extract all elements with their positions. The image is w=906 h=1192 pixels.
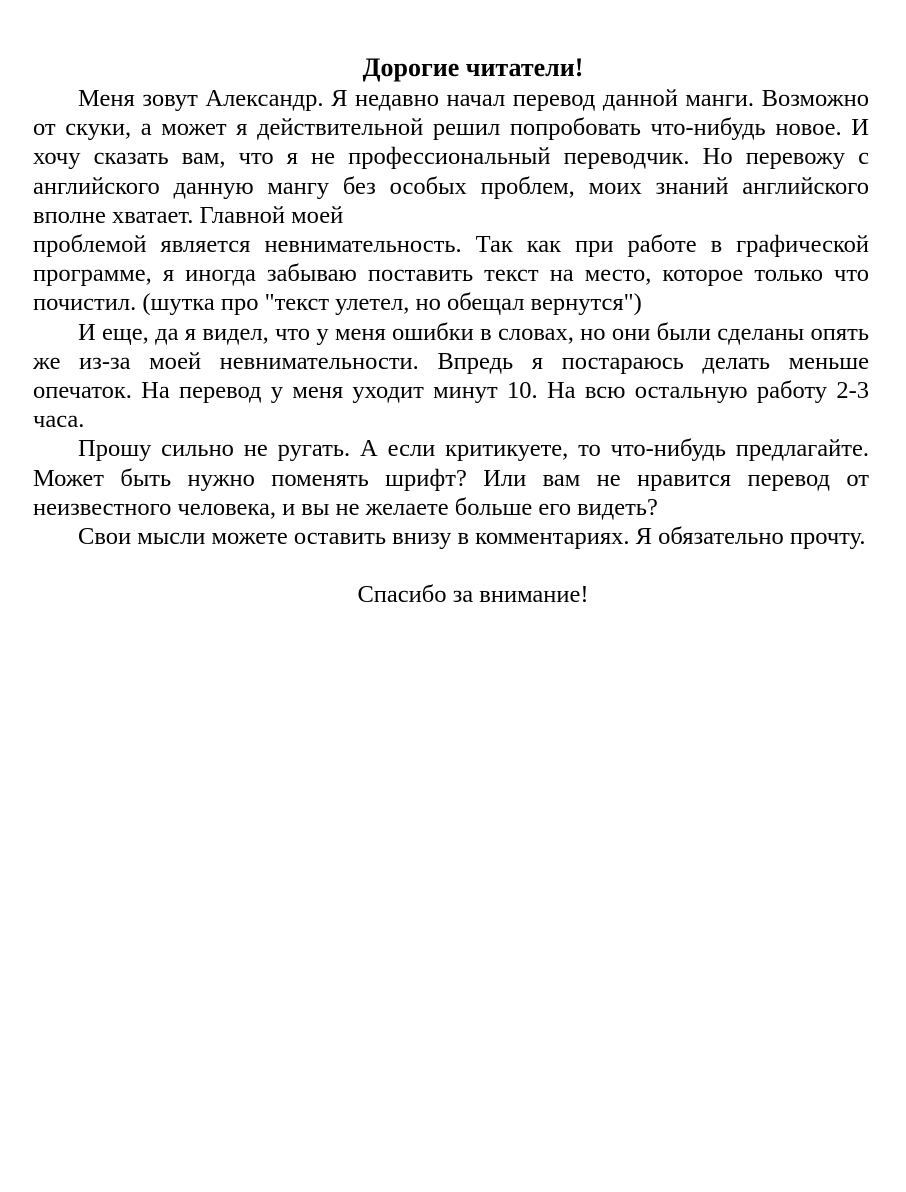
document-page [33,52,869,609]
paragraph-criticism: Прошу сильно не ругать. А если критикуете, то что-нибудь предлагайте. Может быть нужно поменять шрифт? Или вам не нравится перевод от неизвестного человека, и вы не желаете больше его видеть? [33,435,869,521]
closing-line: Спасибо за внимание! [357,581,589,609]
document-title: Дорогие читатели! [362,53,584,82]
paragraph-errors: И еще, да я видел, что у меня ошибки в словах, но они были сделаны опять же из-за моей невнимательности. Впредь я постараюсь делать меньше опечаток. На перевод у меня уходит минут 10. На всю остальную работу 2-3 часа. [33,318,869,434]
paragraph-intro: Меня зовут Александр. Я недавно начал перевод данной манги. Возможно от скуки, а может я действительной решил попробовать что-нибудь новое. И хочу сказать вам, что я не профессиональный переводчик. Но перевожу с английского данную мангу без особых проблем, моих знаний английского вполне хватает. Главной моей [33,85,869,229]
paragraph-inattention: проблемой является невнимательность. Так как при работе в графической программе, я иногда забываю поставить текст на место, которое только что почистил. (шутка про "текст улетел, но обещал вернутся") [33,231,869,317]
spacer [33,551,869,580]
paragraph-comments: Свои мысли можете оставить внизу в комментариях. Я обязательно прочту. [78,523,866,551]
